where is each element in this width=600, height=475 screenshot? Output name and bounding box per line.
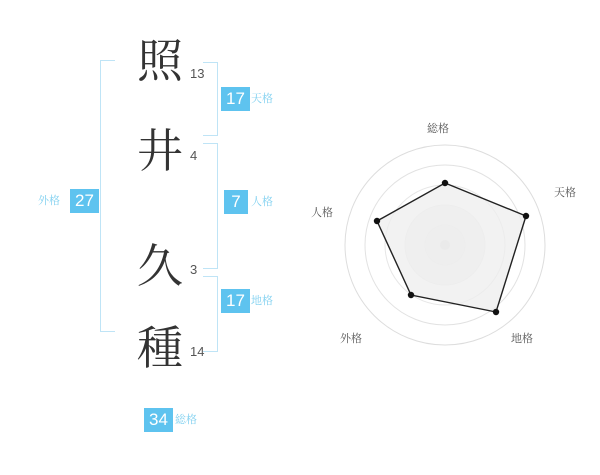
name-stroke-diagram [0, 0, 300, 470]
badge-tenkaku-label: 天格 [251, 92, 273, 105]
badge-tenkaku-value: 17 [221, 87, 250, 111]
axis-label-jinkaku: 人格 [311, 206, 333, 219]
tenkaku-bracket [203, 62, 218, 136]
axis-label-soukaku: 総格 [427, 122, 449, 135]
badge-gaikaku-label: 外格 [38, 194, 60, 207]
kanji-strokes-3: 3 [190, 262, 198, 277]
axis-label-tenkaku: 天格 [554, 186, 576, 199]
axis-label-gaikaku: 外格 [340, 332, 362, 345]
kanji-strokes-4: 14 [190, 344, 205, 359]
kanji-char-2: 井 [137, 124, 183, 178]
jinkaku-bracket [203, 143, 218, 269]
badge-chikaku-label: 地格 [251, 294, 273, 307]
badge-soukaku-value: 34 [144, 408, 173, 432]
axis-label-chikaku: 地格 [511, 332, 533, 345]
kanji-strokes-1: 13 [190, 66, 205, 81]
outer-bracket [100, 60, 115, 332]
radar-chart-svg [300, 0, 600, 470]
kanji-char-1: 照 [137, 34, 183, 88]
radar-series-polygon [374, 180, 529, 315]
badge-jinkaku-label: 人格 [251, 195, 273, 208]
chikaku-bracket [203, 276, 218, 352]
kanji-char-3: 久 [137, 239, 183, 293]
kanji-strokes-2: 4 [190, 148, 198, 163]
badge-chikaku-value: 17 [221, 289, 250, 313]
radar-chart [300, 0, 600, 470]
kanji-char-4: 種 [137, 321, 183, 375]
badge-gaikaku-value: 27 [70, 189, 99, 213]
badge-soukaku-label: 総格 [175, 413, 197, 426]
badge-jinkaku-value: 7 [224, 190, 248, 214]
